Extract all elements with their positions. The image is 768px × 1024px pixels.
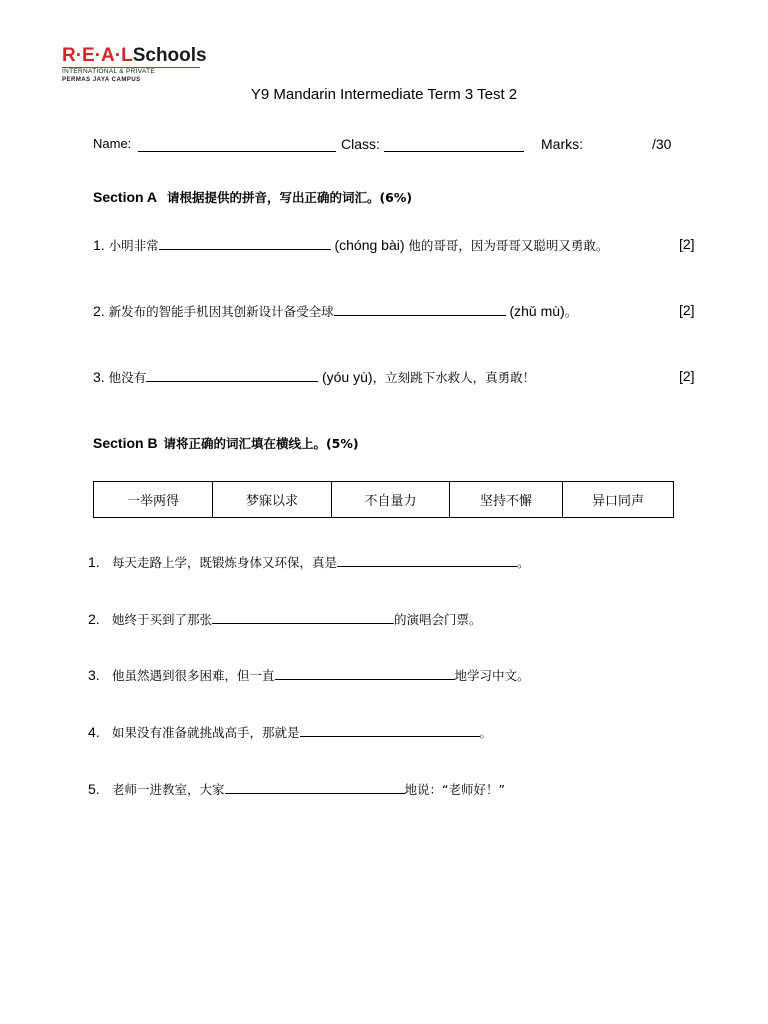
section-a-title: Section A [93, 189, 158, 205]
question-text-before: 她终于买到了那张 [112, 612, 213, 627]
pinyin-hint: (chóng bài) [334, 237, 405, 253]
section-b-instruction: 请将正确的词汇填在横线上。(5%) [163, 436, 359, 451]
question-text-after: ，立刻跳下水救人，真勇敢！ [372, 370, 536, 385]
question-number: 2. [93, 303, 105, 319]
word-bank-item: 异口同声 [563, 482, 674, 518]
section-a-heading [93, 188, 412, 206]
question-text-after: 。 [517, 555, 530, 570]
name-field[interactable] [138, 138, 336, 152]
question-marks: [2] [679, 302, 695, 318]
question-number: 3. [93, 369, 105, 385]
answer-blank[interactable] [212, 611, 394, 624]
section-b-heading [93, 434, 359, 452]
section-b-question-5 [88, 780, 505, 798]
question-text-after: 地学习中文。 [454, 668, 530, 683]
question-text-after: 的演唱会门票。 [394, 612, 482, 627]
section-a-instruction: 请根据提供的拼音，写出正确的词汇。(6%) [166, 190, 413, 205]
answer-blank[interactable] [334, 303, 506, 316]
question-text-after: 地说：“老师好！” [404, 782, 505, 797]
pinyin-hint: (yóu yù) [321, 369, 373, 385]
question-number: 1. [93, 237, 105, 253]
section-b-question-3 [88, 666, 530, 684]
logo-wordmark [62, 45, 207, 66]
class-field[interactable] [384, 138, 524, 152]
question-marks: [2] [679, 368, 695, 384]
answer-blank[interactable] [300, 724, 480, 737]
marks-label: Marks: [541, 136, 583, 152]
school-logo [62, 45, 207, 84]
logo-campus: PERMAS JAYA CAMPUS [62, 77, 141, 83]
question-number: 2. [88, 611, 100, 627]
section-b-question-1 [88, 553, 530, 571]
word-bank-table [93, 481, 674, 518]
word-bank-item: 坚持不懈 [450, 482, 563, 518]
section-b-question-4 [88, 723, 492, 741]
answer-blank[interactable] [146, 369, 318, 382]
question-text-before: 如果没有准备就挑战高手，那就是 [112, 725, 300, 740]
logo-subtitle: INTERNATIONAL & PRIVATE [62, 68, 155, 75]
word-bank-item: 梦寐以求 [213, 482, 332, 518]
answer-blank[interactable] [159, 237, 331, 250]
question-number: 4. [88, 724, 100, 740]
section-a-question-3 [93, 368, 535, 386]
question-text-before: 老师一进教室，大家 [112, 782, 225, 797]
question-text-before: 他没有 [108, 370, 147, 385]
answer-blank[interactable] [337, 554, 517, 567]
name-label: Name: [93, 136, 132, 151]
question-text-before: 新发布的智能手机因其创新设计备受全球 [108, 304, 334, 319]
pinyin-hint: (zhǔ mù) [509, 303, 565, 319]
question-text-after: 他的哥哥，因为哥哥又聪明又勇敢。 [408, 238, 609, 253]
question-number: 3. [88, 667, 100, 683]
question-text-before: 小明非常 [108, 238, 159, 253]
word-bank-item: 不自量力 [332, 482, 450, 518]
answer-blank[interactable] [225, 781, 405, 794]
section-b-question-2 [88, 610, 482, 628]
class-label: Class: [341, 136, 380, 152]
section-a-question-2 [93, 302, 577, 320]
question-text-after: 。 [479, 725, 493, 740]
section-b-title: Section B [93, 435, 158, 451]
marks-total: /30 [652, 136, 672, 152]
logo-letters: R·E·A·L [62, 45, 133, 66]
page-title: Y9 Mandarin Intermediate Term 3 Test 2 [250, 86, 518, 103]
question-text-before: 每天走路上学，既锻炼身体又环保，真是 [112, 555, 338, 570]
answer-blank[interactable] [275, 667, 455, 680]
question-number: 5. [88, 781, 100, 797]
question-text-after: 。 [564, 304, 578, 319]
section-a-question-1 [93, 236, 608, 254]
question-text-before: 他虽然遇到很多困难，但一直 [112, 668, 275, 683]
word-bank-row [94, 482, 674, 518]
word-bank-item: 一举两得 [94, 482, 213, 518]
question-marks: [2] [679, 236, 695, 252]
logo-schools: Schools [132, 45, 207, 66]
question-number: 1. [88, 554, 100, 570]
